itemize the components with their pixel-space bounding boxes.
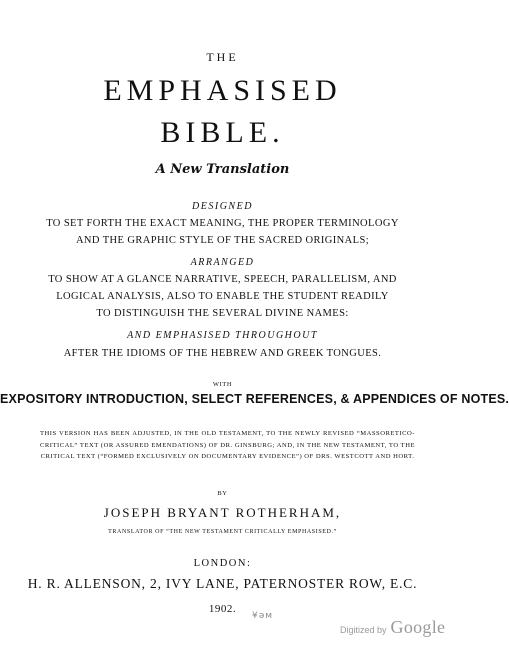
- emphasised-heading: AND EMPHASISED THROUGHOUT: [127, 330, 318, 341]
- subtitle: A New Translation: [155, 162, 290, 177]
- with-label: WITH: [212, 381, 233, 388]
- watermark-prefix: Digitized by: [340, 625, 387, 635]
- title-the: THE: [206, 50, 239, 64]
- arranged-line-1: TO SHOW AT A GLANCE NARRATIVE, SPEECH, PARALLELISM, AND: [48, 274, 397, 285]
- library-stamp: ¥ǝᴍ: [252, 611, 274, 621]
- translator-note: TRANSLATOR OF “THE NEW TESTAMENT CRITICALLY EMPHASISED.”: [108, 529, 337, 535]
- expository-line: EXPOSITORY INTRODUCTION, SELECT REFERENCES, & APPENDICES OF NOTES.: [0, 392, 509, 406]
- imprint-city: LONDON:: [193, 558, 252, 569]
- arranged-line-2: LOGICAL ANALYSIS, ALSO TO ENABLE THE STUDENT READILY: [56, 291, 389, 302]
- imprint-year: 1902.: [208, 603, 237, 615]
- version-note: THIS VERSION HAS BEEN ADJUSTED, IN THE OLD TESTAMENT, TO THE NEWLY REVISED “MASSORETICO-CRITICAL” TEXT (OR ASSURED EMENDATIONS) OF DR. GINSBURG; AND, IN THE NEW TESTAMENT, TO THE CRITICAL TEXT (“FORMED EXCLUSIVELY ON DOCUMENTARY EVIDENCE”) OF DRS. WESTCOTT AND HORT.: [40, 430, 415, 460]
- arranged-heading: ARRANGED: [190, 257, 255, 268]
- emphasised-line-1: AFTER THE IDIOMS OF THE HEBREW AND GREEK TONGUES.: [63, 348, 382, 359]
- google-logo: Google: [390, 617, 446, 637]
- designed-heading: DESIGNED: [192, 201, 253, 212]
- imprint-publisher: H. R. ALLENSON, 2, IVY LANE, PATERNOSTER ROW, E.C.: [27, 576, 418, 591]
- designed-line-1: TO SET FORTH THE EXACT MEANING, THE PROPER TERMINOLOGY: [46, 218, 399, 229]
- author-name: JOSEPH BRYANT ROTHERHAM,: [103, 505, 342, 520]
- title-line-bible: BIBLE.: [160, 116, 285, 149]
- title-line-emphasised: EMPHASISED: [103, 74, 342, 107]
- arranged-line-3: TO DISTINGUISH THE SEVERAL DIVINE NAMES:: [96, 308, 349, 319]
- by-label: BY: [217, 490, 228, 497]
- digitized-watermark: [340, 617, 445, 638]
- designed-line-2: AND THE GRAPHIC STYLE OF THE SACRED ORIGINALS;: [75, 235, 370, 246]
